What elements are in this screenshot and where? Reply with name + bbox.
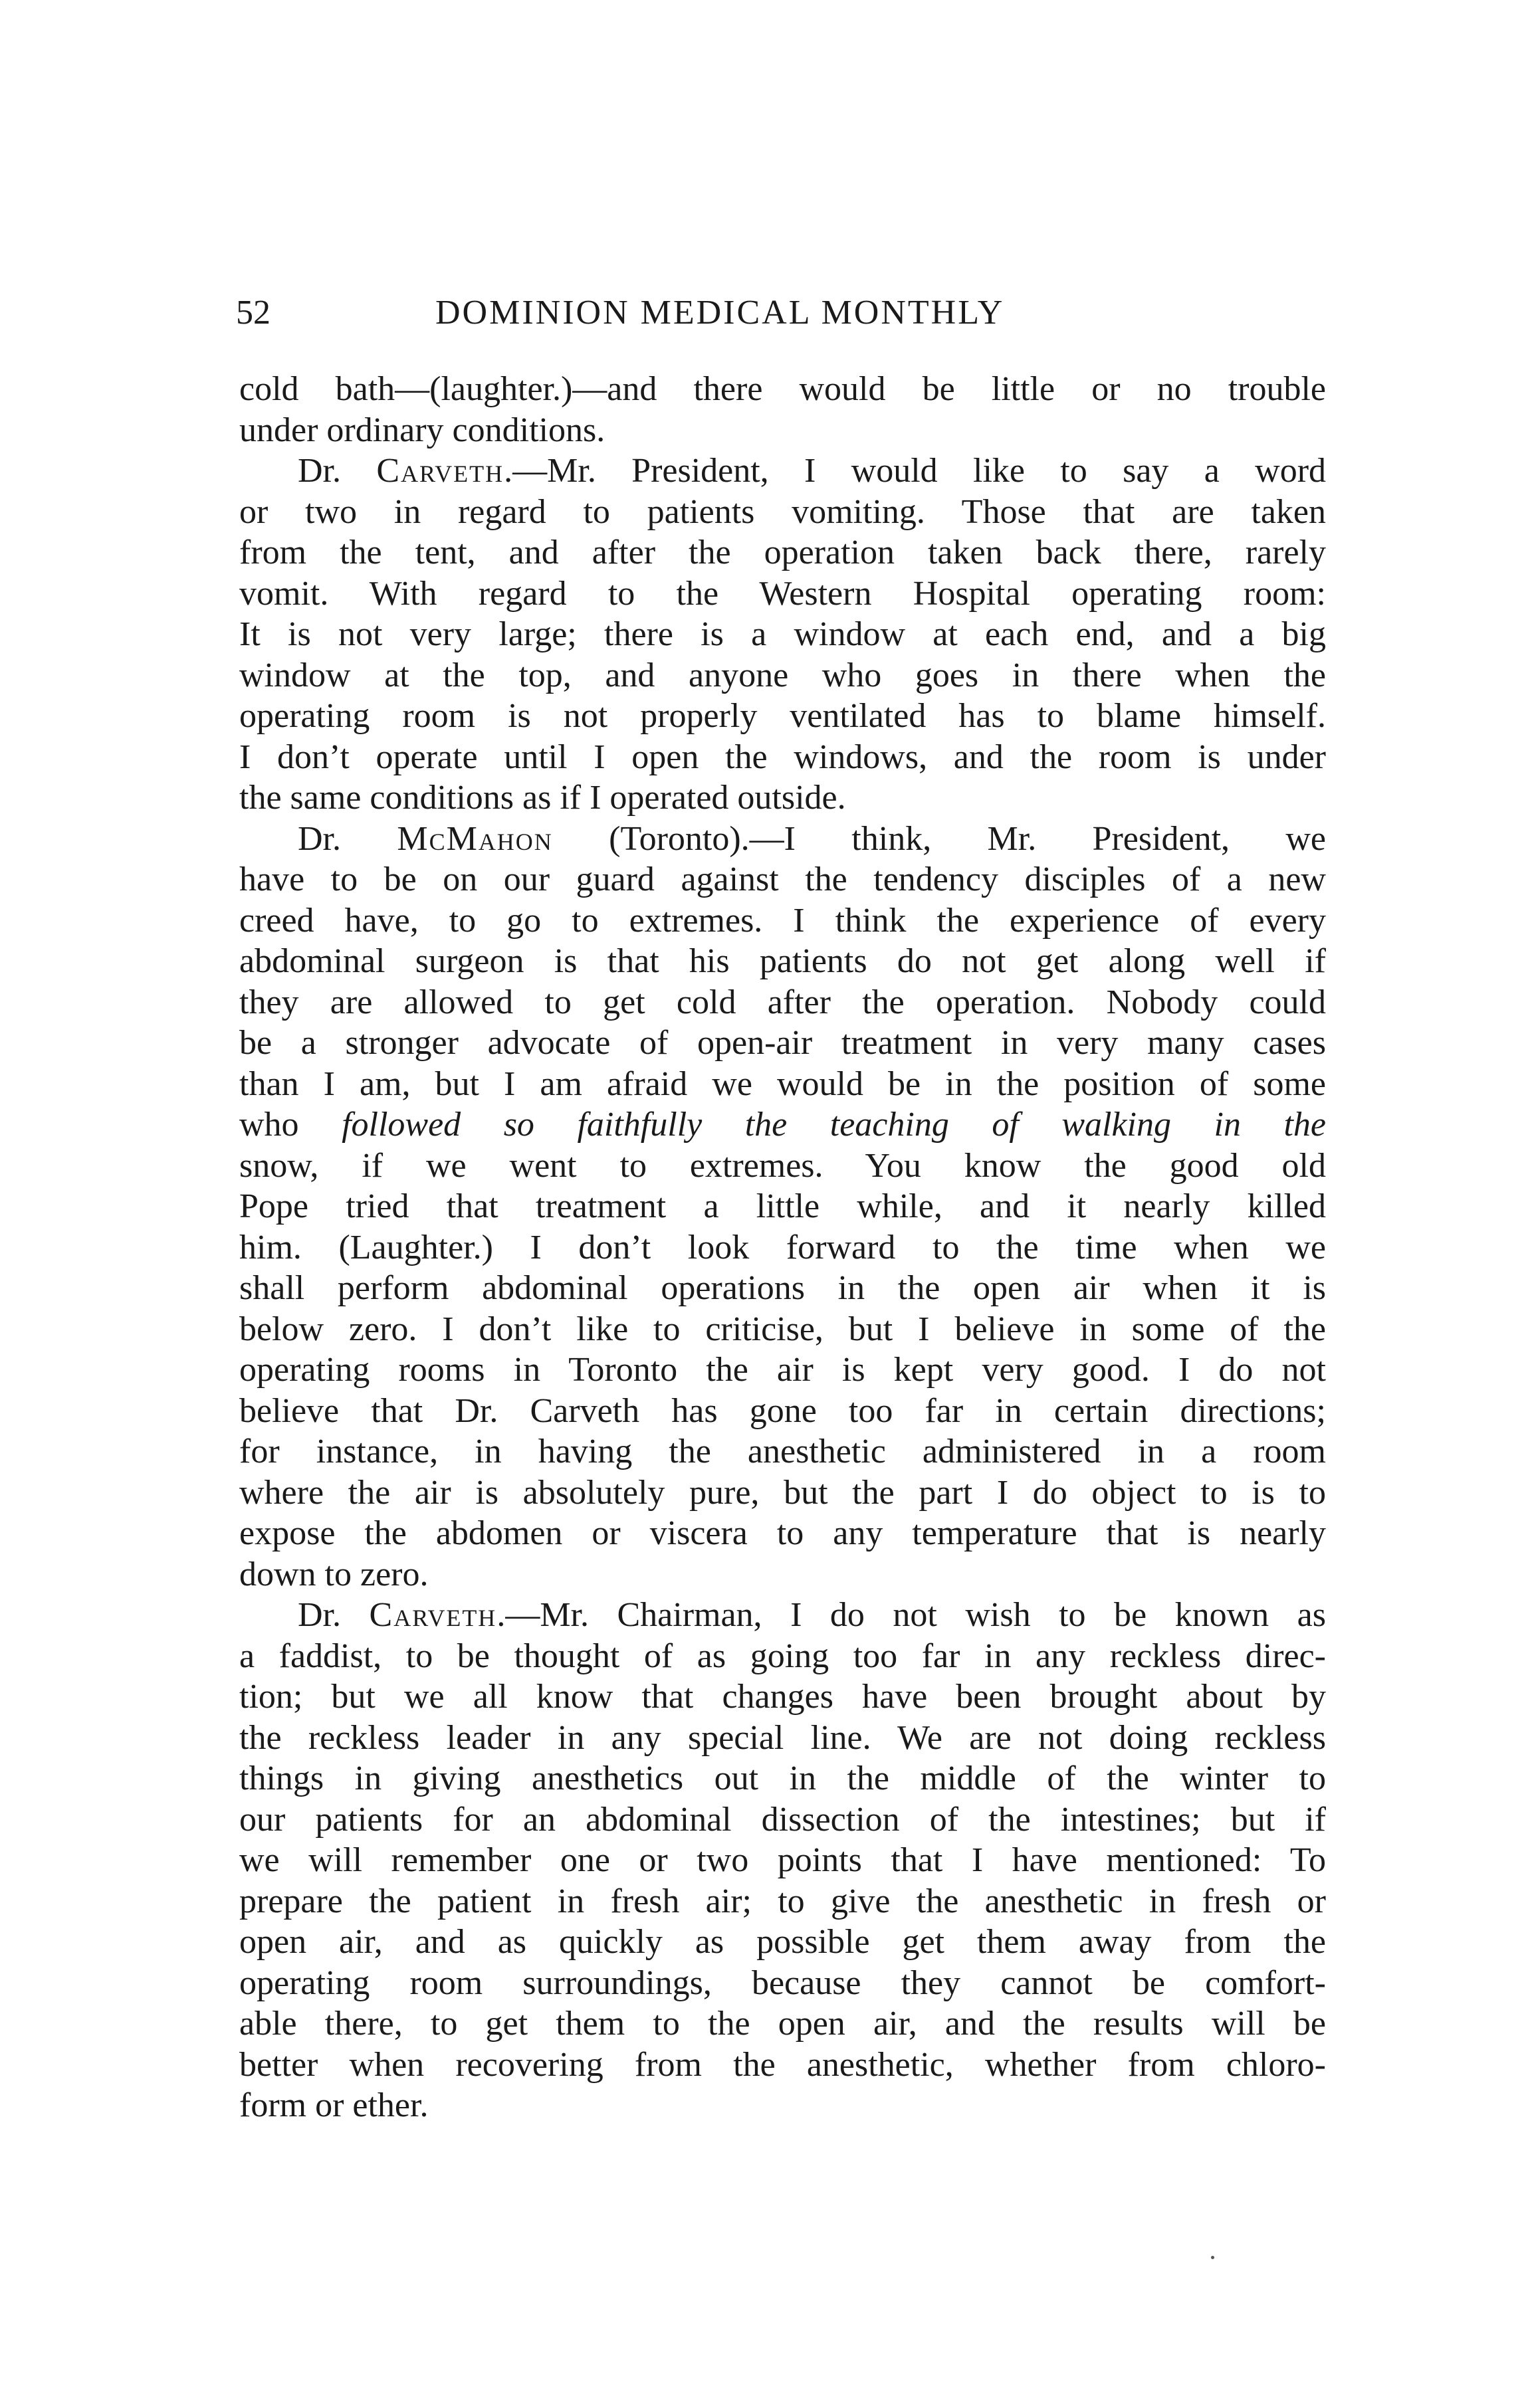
text-line: than I am, but I am afraid we would be in the position of some [239, 1064, 1326, 1103]
speaker-name: Carveth [369, 1596, 497, 1634]
paragraph [239, 819, 1326, 1595]
text-line: better when recovering from the anesthetic, whether from chloro- [239, 2045, 1326, 2084]
text-line: prepare the patient in fresh air; to give the anesthetic in fresh or [239, 1882, 1326, 1920]
speaker-line [239, 451, 1326, 492]
text-line: our patients for an abdominal dissection of the intestines; but if [239, 1800, 1326, 1839]
text-line: Pope tried that treatment a little while, and it nearly killed [239, 1187, 1326, 1225]
text-line: or two in regard to patients vomiting. Those that are taken [239, 492, 1326, 531]
text-line: under ordinary conditions. [239, 411, 605, 449]
text-line: snow, if we went to extremes. You know the good old [239, 1146, 1326, 1185]
paragraph [239, 451, 1326, 819]
speaker-name: McMahon [397, 819, 553, 858]
speaker-prefix: Dr. [298, 1596, 370, 1634]
text-line: below zero. I don’t like to criticise, but I believe in some of the [239, 1310, 1326, 1348]
text-line: they are allowed to get cold after the operation. Nobody could [239, 983, 1326, 1021]
text-line: the reckless leader in any special line. We are not doing reckless [239, 1718, 1326, 1757]
text-line: .—Mr. President, I would like to say a word [504, 452, 1327, 490]
text-line: a faddist, to be thought of as going too far in any reckless direc- [239, 1637, 1326, 1675]
text-line: form or ether. [239, 2086, 429, 2124]
text-line: It is not very large; there is a window at each end, and a big [239, 615, 1326, 653]
text-line: operating room surroundings, because they cannot be comfort- [239, 1963, 1326, 2002]
text-line: tion; but we all know that changes have been brought about by [239, 1678, 1326, 1716]
text-line: window at the top, and anyone who goes in there when the [239, 656, 1326, 694]
speaker-name: Carveth [376, 452, 504, 490]
speaker-prefix: Dr. [298, 819, 397, 858]
page-header [236, 290, 1326, 336]
text-line: the same conditions as if I operated outside. [239, 779, 846, 817]
speaker-line [239, 819, 1326, 860]
text-line: expose the abdomen or viscera to any temperature that is nearly [239, 1514, 1326, 1552]
text-line: from the tent, and after the operation taken back there, rarely [239, 534, 1326, 571]
text-line: be a stronger advocate of open-air treatment in very many cases [239, 1024, 1326, 1062]
text-line: abdominal surgeon is that his patients do not get along well if [239, 942, 1326, 980]
text-line: open air, and as quickly as possible get them away from the [239, 1923, 1326, 1961]
text-line: operating room is not properly ventilated has to blame himself. [239, 697, 1326, 735]
stray-ink-mark [1211, 2256, 1214, 2259]
speaker-prefix: Dr. [298, 452, 377, 490]
text-line: have to be on our guard against the tendency disciples of a new [239, 860, 1326, 898]
text-line: operating rooms in Toronto the air is kept very good. I do not [239, 1351, 1326, 1389]
text-line: who followed so faithfully the teaching of walking in the [239, 1106, 1326, 1144]
text-line: for instance, in having the anesthetic administered in a room [239, 1433, 1326, 1470]
paragraph [239, 369, 1326, 451]
running-head: DOMINION MEDICAL MONTHLY [435, 294, 1005, 332]
article-body [239, 369, 1326, 2126]
text-line: cold bath—(laughter.)—and there would be little or no trouble [239, 370, 1326, 408]
text-line: I don’t operate until I open the windows, and the room is under [239, 738, 1326, 776]
paragraph [239, 1595, 1326, 2126]
text-line: vomit. With regard to the Western Hospital operating room: [239, 574, 1326, 613]
text-line: able there, to get them to the open air, and the results will be [239, 2005, 1326, 2043]
text-line: shall perform abdominal operations in the open air when it is [239, 1269, 1326, 1307]
text-line: believe that Dr. Carveth has gone too far in certain directions; [239, 1391, 1326, 1430]
text-line: creed have, to go to extremes. I think the experience of every [239, 901, 1326, 940]
text-line: where the air is absolutely pure, but the part I do object to is to [239, 1473, 1326, 1512]
text-line: things in giving anesthetics out in the middle of the winter to [239, 1759, 1326, 1797]
text-line: down to zero. [239, 1555, 429, 1593]
text-line: (Toronto).—I think, Mr. President, we [552, 819, 1326, 858]
text-line: him. (Laughter.) I don’t look forward to the time when we [239, 1228, 1326, 1266]
text-line: .—Mr. Chairman, I do not wish to be known as [496, 1596, 1327, 1634]
page-number: 52 [236, 294, 271, 332]
speaker-line [239, 1595, 1326, 1636]
text-line: we will remember one or two points that I have mentioned: To [239, 1841, 1326, 1879]
